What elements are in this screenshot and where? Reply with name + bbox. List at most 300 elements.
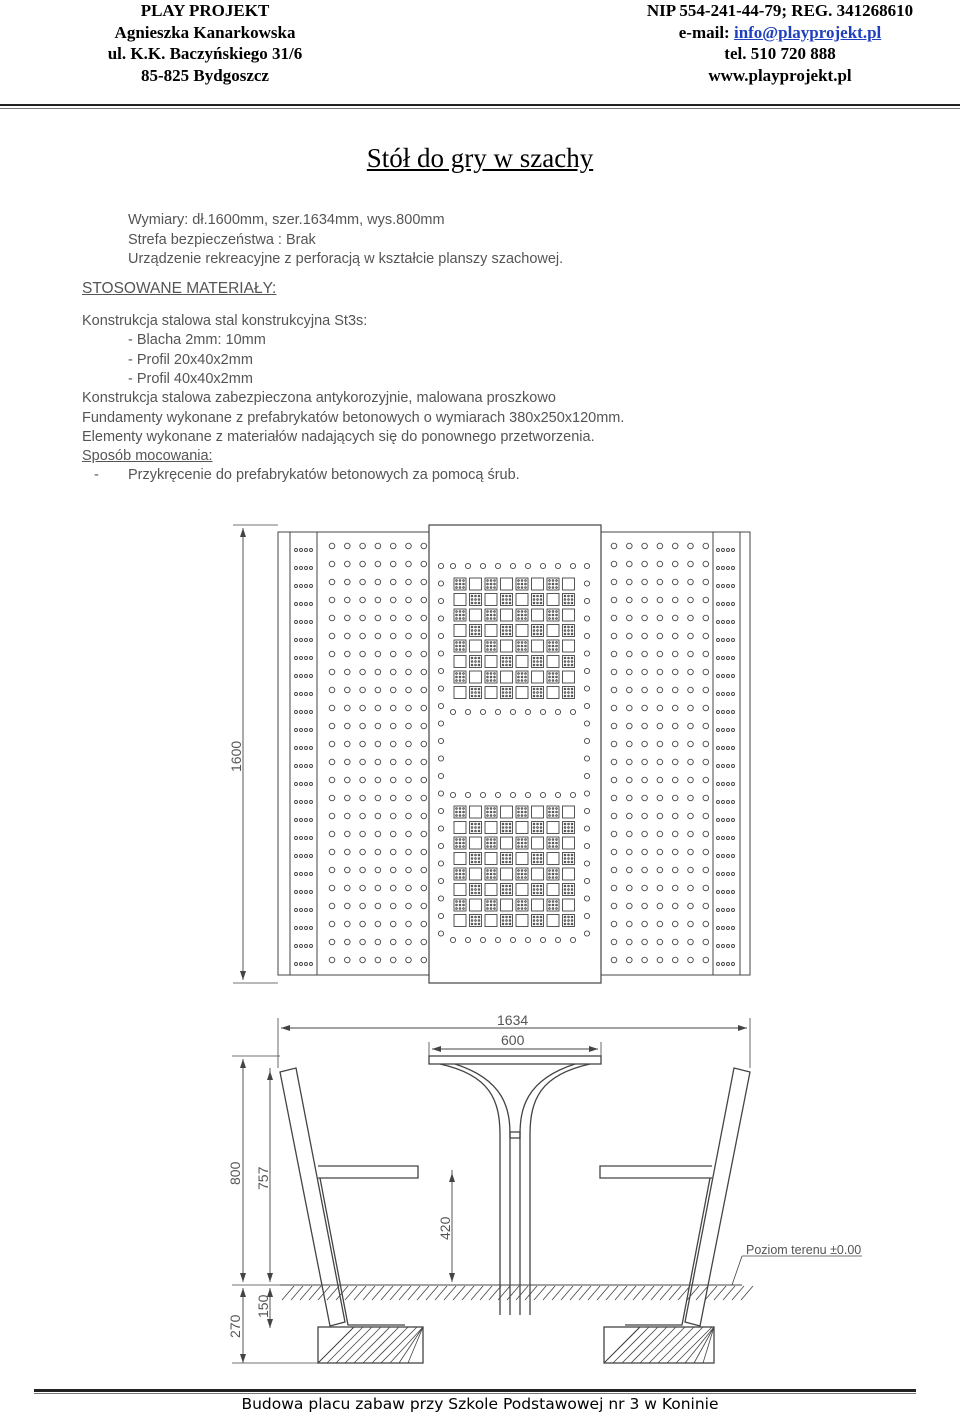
perforation-hole [360, 795, 366, 801]
perforation-hole [456, 580, 458, 582]
chess-square [485, 884, 497, 896]
perforation-hole [722, 657, 725, 660]
foundation-hatch [318, 1327, 354, 1363]
perforation-hole [478, 630, 480, 632]
perforation-hole [537, 664, 539, 666]
perforation-hole [475, 633, 477, 635]
perforation-hole [459, 673, 461, 675]
perforation-hole [584, 843, 589, 848]
perforation-hole [471, 633, 473, 635]
foundation-hatch [613, 1327, 649, 1363]
perforation-hole [471, 599, 473, 601]
perforation-hole [564, 664, 566, 666]
perforation-hole [703, 561, 709, 567]
perforation-hole [521, 673, 523, 675]
chess-square [563, 609, 575, 621]
perforation-hole [584, 616, 589, 621]
perforation-hole [722, 855, 725, 858]
perforation-hole [475, 923, 477, 925]
perforation-hole [509, 889, 511, 891]
perforation-hole [518, 842, 520, 844]
foundation-hatch [649, 1327, 685, 1363]
perforation-hole [329, 723, 335, 729]
perforation-hole [717, 837, 720, 840]
perforation-hole [345, 615, 351, 621]
perforation-hole [487, 680, 489, 682]
header-rule-thin [0, 108, 960, 109]
perforation-hole [533, 692, 535, 694]
perforation-hole [657, 795, 663, 801]
elevation-view [232, 1018, 862, 1363]
perforation-hole [537, 854, 539, 856]
perforation-hole [456, 839, 458, 841]
chess-square [563, 806, 575, 818]
perforation-hole [521, 873, 523, 875]
perforation-hole [329, 561, 335, 567]
perforation-hole [360, 633, 366, 639]
perforation-hole [494, 645, 496, 647]
perforation-hole [490, 680, 492, 682]
perforation-hole [642, 777, 648, 783]
perforation-hole [584, 808, 589, 813]
perforation-hole [672, 795, 678, 801]
perforation-hole [487, 904, 489, 906]
perforation-hole [421, 903, 427, 909]
perforation-hole [611, 831, 617, 837]
perforation-hole [295, 549, 298, 552]
perforation-hole [406, 939, 412, 945]
perforation-hole [509, 626, 511, 628]
perforation-hole [552, 873, 554, 875]
perforation-hole [540, 664, 542, 666]
perforation-hole [584, 668, 589, 673]
perforation-hole [490, 645, 492, 647]
perforation-hole [360, 597, 366, 603]
chess-square [516, 853, 528, 865]
perforation-hole [571, 827, 573, 829]
perforation-hole [727, 819, 730, 822]
perforation-hole [571, 823, 573, 825]
perforation-hole [494, 908, 496, 910]
perforation-hole [375, 597, 381, 603]
perforation-hole [727, 567, 730, 570]
perforation-hole [549, 642, 551, 644]
perforation-hole [506, 920, 508, 922]
perforation-hole [502, 602, 504, 604]
perforation-hole [703, 813, 709, 819]
perforation-hole [506, 823, 508, 825]
perforation-hole [421, 921, 427, 927]
perforation-hole [475, 695, 477, 697]
perforation-hole [329, 705, 335, 711]
perforation-hole [732, 747, 735, 750]
perforation-hole [672, 633, 678, 639]
perforation-hole [329, 831, 335, 837]
perforation-hole [295, 675, 298, 678]
chess-square [501, 640, 513, 652]
perforation-hole [459, 811, 461, 813]
perforation-hole [310, 783, 313, 786]
perforation-hole [568, 633, 570, 635]
perforation-hole [421, 831, 427, 837]
perforation-hole [688, 885, 694, 891]
dim-270: 270 [227, 1314, 243, 1338]
dim-600: 600 [501, 1032, 525, 1048]
perforation-hole [537, 688, 539, 690]
perforation-hole [717, 621, 720, 624]
mounting-item: Przykręcenie do prefabrykatów betonowych za pomocą śrub. [128, 467, 520, 483]
perforation-hole [475, 602, 477, 604]
perforation-hole [459, 583, 461, 585]
perforation-hole [456, 611, 458, 613]
perforation-hole [732, 603, 735, 606]
perforation-hole [564, 626, 566, 628]
perforation-hole [540, 630, 542, 632]
perforation-hole [549, 904, 551, 906]
perforation-hole [305, 801, 308, 804]
perforation-hole [642, 849, 648, 855]
chess-square [454, 594, 466, 606]
perforation-hole [688, 813, 694, 819]
perforation-hole [657, 777, 663, 783]
perforation-hole [688, 669, 694, 675]
perforation-hole [360, 741, 366, 747]
perforation-hole [732, 945, 735, 948]
perforation-hole [533, 633, 535, 635]
perforation-hole [345, 579, 351, 585]
perforation-hole [471, 892, 473, 894]
perforation-hole [300, 873, 303, 876]
perforation-hole [717, 945, 720, 948]
perforation-hole [490, 618, 492, 620]
perforation-hole [475, 889, 477, 891]
perforation-hole [506, 892, 508, 894]
perforation-hole [552, 839, 554, 841]
perforation-hole [717, 747, 720, 750]
perforation-hole [300, 603, 303, 606]
perforation-hole [555, 709, 560, 714]
hatch-line [615, 1286, 627, 1300]
perforation-hole [305, 639, 308, 642]
perforation-hole [471, 916, 473, 918]
perforation-hole [456, 842, 458, 844]
perforation-hole [611, 741, 617, 747]
hatch-line [543, 1286, 555, 1300]
perforation-hole [533, 861, 535, 863]
perforation-hole [305, 567, 308, 570]
perforation-hole [556, 587, 558, 589]
perforation-hole [521, 642, 523, 644]
perforation-hole [533, 830, 535, 832]
perforation-hole [568, 630, 570, 632]
perforation-hole [490, 649, 492, 651]
perforation-hole [584, 598, 589, 603]
perforation-hole [657, 867, 663, 873]
perforation-hole [627, 795, 633, 801]
chess-square [547, 656, 559, 668]
perforation-hole [703, 651, 709, 657]
perforation-hole [310, 657, 313, 660]
perforation-hole [568, 664, 570, 666]
perforation-hole [521, 846, 523, 848]
chess-square [485, 656, 497, 668]
perforation-hole [732, 765, 735, 768]
perforation-hole [490, 904, 492, 906]
perforation-hole [345, 597, 351, 603]
chess-square [454, 625, 466, 637]
perforation-hole [450, 792, 455, 797]
perforation-hole [421, 687, 427, 693]
materials-list [128, 331, 266, 390]
perforation-hole [533, 892, 535, 894]
perforation-hole [537, 923, 539, 925]
perforation-hole [375, 759, 381, 765]
perforation-hole [390, 759, 396, 765]
perforation-hole [727, 855, 730, 858]
perforation-hole [475, 920, 477, 922]
perforation-hole [556, 583, 558, 585]
perforation-hole [471, 695, 473, 697]
perforation-hole [310, 549, 313, 552]
perforation-hole [555, 563, 560, 568]
email-link[interactable]: info@playprojekt.pl [733, 22, 882, 42]
perforation-hole [305, 855, 308, 858]
perforation-hole [329, 885, 335, 891]
perforation-hole [672, 741, 678, 747]
perforation-hole [463, 842, 465, 844]
perforation-hole [533, 920, 535, 922]
perforation-hole [584, 878, 589, 883]
foundation-hatch [390, 1327, 423, 1363]
perforation-hole [570, 563, 575, 568]
perforation-hole [564, 633, 566, 635]
perforation-hole [657, 615, 663, 621]
perforation-hole [564, 920, 566, 922]
perforation-hole [502, 692, 504, 694]
hatch-line [507, 1286, 519, 1300]
perforation-hole [552, 808, 554, 810]
perforation-hole [310, 819, 313, 822]
hatch-line [327, 1286, 339, 1300]
perforation-hole [406, 687, 412, 693]
perforation-hole [295, 873, 298, 876]
perforation-hole [360, 543, 366, 549]
perforation-hole [465, 709, 470, 714]
perforation-hole [717, 819, 720, 822]
perforation-hole [657, 723, 663, 729]
perforation-hole [375, 687, 381, 693]
perforation-hole [672, 849, 678, 855]
hatch-line [417, 1286, 429, 1300]
perforation-hole [549, 808, 551, 810]
perforation-hole [549, 901, 551, 903]
chess-square [516, 884, 528, 896]
perforation-hole [459, 614, 461, 616]
perforation-hole [571, 889, 573, 891]
perforation-hole [549, 673, 551, 675]
perforation-hole [549, 839, 551, 841]
perforation-hole [459, 611, 461, 613]
perforation-hole [305, 747, 308, 750]
perforation-hole [509, 599, 511, 601]
perforation-hole [305, 603, 308, 606]
perforation-hole [518, 870, 520, 872]
perforation-hole [502, 858, 504, 860]
perforation-hole [375, 921, 381, 927]
perforation-hole [727, 783, 730, 786]
perforation-hole [506, 626, 508, 628]
perforation-hole [487, 614, 489, 616]
perforation-hole [627, 723, 633, 729]
chess-square [516, 594, 528, 606]
hatch-line [426, 1286, 438, 1300]
perforation-hole [540, 657, 542, 659]
perforation-hole [494, 808, 496, 810]
perforation-hole [703, 705, 709, 711]
company-block [90, 0, 320, 86]
perforation-hole [487, 901, 489, 903]
perforation-hole [732, 729, 735, 732]
perforation-hole [438, 703, 443, 708]
perforation-hole [487, 873, 489, 875]
hatch-line [381, 1286, 393, 1300]
perforation-hole [732, 567, 735, 570]
perforation-hole [732, 621, 735, 624]
perforation-hole [722, 729, 725, 732]
perforation-hole [456, 587, 458, 589]
email-prefix: e-mail: [678, 22, 734, 42]
hatch-line [552, 1286, 564, 1300]
hatch-line [561, 1286, 573, 1300]
perforation-hole [533, 889, 535, 891]
perforation-hole [571, 920, 573, 922]
perforation-hole [540, 563, 545, 568]
perforation-hole [510, 563, 515, 568]
perforation-hole [540, 792, 545, 797]
perforation-hole [390, 849, 396, 855]
perforation-hole [459, 904, 461, 906]
perforation-hole [518, 873, 520, 875]
perforation-hole [537, 661, 539, 663]
perforation-hole [533, 695, 535, 697]
perforation-hole [390, 957, 396, 963]
perforation-hole [722, 747, 725, 750]
perforation-hole [310, 765, 313, 768]
perforation-hole [642, 615, 648, 621]
perforation-hole [502, 823, 504, 825]
perforation-hole [525, 815, 527, 817]
ground-level-label: Poziom terenu ±0.00 [746, 1243, 862, 1257]
perforation-hole [556, 839, 558, 841]
perforation-hole [406, 651, 412, 657]
perforation-hole [295, 693, 298, 696]
perforation-hole [305, 873, 308, 876]
perforation-hole [571, 602, 573, 604]
perforation-hole [475, 858, 477, 860]
chess-square [563, 578, 575, 590]
perforation-hole [459, 842, 461, 844]
perforation-hole [584, 633, 589, 638]
perforation-hole [390, 651, 396, 657]
perforation-hole [549, 580, 551, 582]
perforation-hole [722, 603, 725, 606]
perforation-hole [509, 827, 511, 829]
perforation-hole [568, 823, 570, 825]
perforation-hole [722, 567, 725, 570]
perforation-hole [406, 759, 412, 765]
perforation-hole [549, 680, 551, 682]
perforation-hole [627, 597, 633, 603]
perforation-hole [506, 861, 508, 863]
perforation-hole [556, 908, 558, 910]
perforation-hole [732, 657, 735, 660]
perforation-hole [310, 675, 313, 678]
perforation-hole [627, 687, 633, 693]
chess-square [547, 884, 559, 896]
perforation-hole [540, 858, 542, 860]
perforation-hole [537, 861, 539, 863]
perforation-hole [475, 595, 477, 597]
perforation-hole [722, 909, 725, 912]
perforation-hole [642, 723, 648, 729]
perforation-hole [727, 621, 730, 624]
perforation-hole [494, 583, 496, 585]
perforation-hole [657, 903, 663, 909]
material-item: - Profil 20x40x2mm [128, 351, 253, 368]
perforation-hole [329, 633, 335, 639]
perforation-hole [552, 904, 554, 906]
perforation-hole [521, 870, 523, 872]
perforation-hole [360, 561, 366, 567]
chess-square [454, 822, 466, 834]
perforation-hole [627, 741, 633, 747]
perforation-hole [490, 673, 492, 675]
perforation-hole [406, 885, 412, 891]
perforation-hole [478, 633, 480, 635]
perforation-hole [502, 664, 504, 666]
technical-drawing [0, 500, 960, 1380]
perforation-hole [459, 846, 461, 848]
perforation-hole [456, 583, 458, 585]
perforation-hole [509, 885, 511, 887]
perforation-hole [506, 889, 508, 891]
perforation-hole [568, 692, 570, 694]
perforation-hole [295, 729, 298, 732]
perforation-hole [537, 858, 539, 860]
perforation-hole [556, 618, 558, 620]
perforation-hole [537, 830, 539, 832]
foundation-hatch [336, 1327, 372, 1363]
perforation-hole [475, 688, 477, 690]
perforation-hole [494, 811, 496, 813]
perforation-hole [390, 921, 396, 927]
perforation-hole [456, 676, 458, 678]
perforation-hole [329, 813, 335, 819]
perforation-hole [717, 963, 720, 966]
perforation-hole [375, 651, 381, 657]
perforation-hole [717, 801, 720, 804]
perforation-hole [310, 909, 313, 912]
perforation-hole [518, 645, 520, 647]
hatch-line [534, 1286, 546, 1300]
perforation-hole [463, 901, 465, 903]
note-recycling: Elementy wykonane z materiałów nadających się do ponownego przetworzenia. [82, 429, 595, 445]
perforation-hole [310, 891, 313, 894]
perforation-hole [717, 639, 720, 642]
perforation-hole [611, 939, 617, 945]
perforation-hole [732, 549, 735, 552]
perforation-hole [627, 813, 633, 819]
